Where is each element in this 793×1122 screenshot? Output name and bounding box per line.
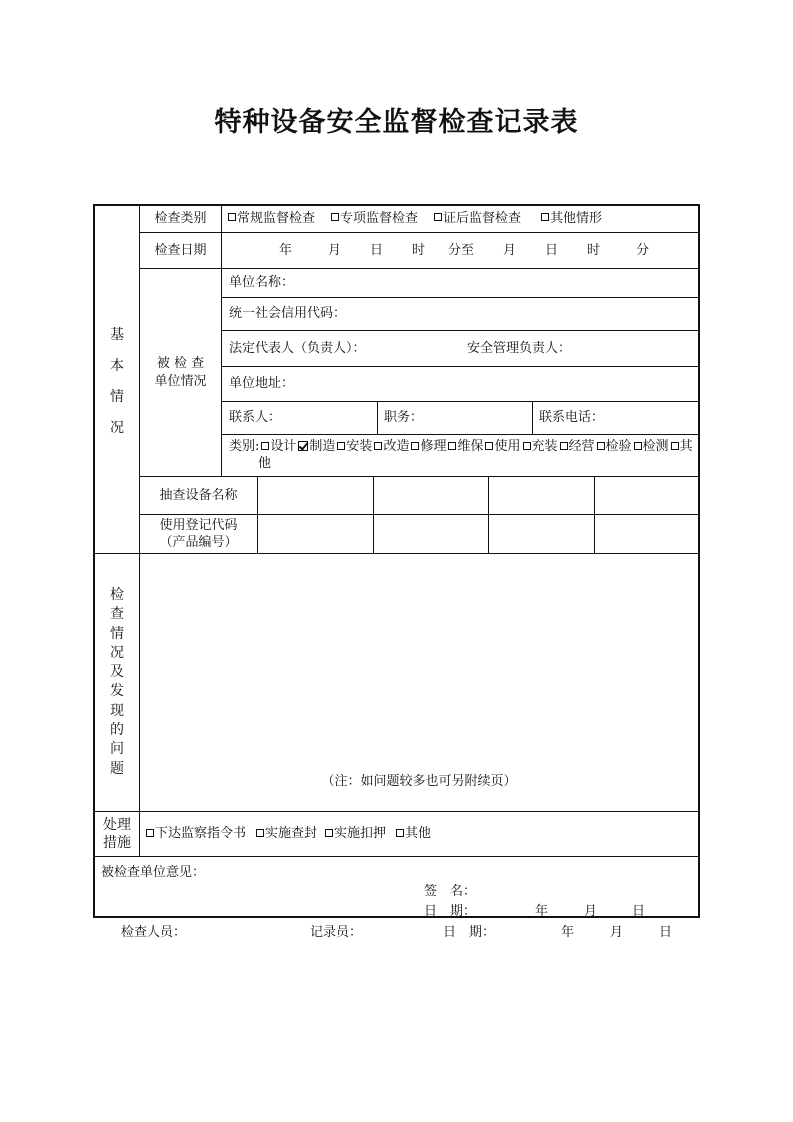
measures-label-line: 处理: [103, 817, 131, 833]
opinion-date-month: 月: [584, 904, 598, 919]
opinion-date-label: 日 期：: [424, 904, 477, 919]
table-border-bottom: [93, 916, 700, 918]
unit-info-label-line: 被 检 查: [156, 355, 205, 371]
checkbox-icon: [261, 442, 269, 450]
measure-order[interactable]: 下达监察指令书: [144, 826, 246, 842]
category-other[interactable]: 其: [669, 439, 693, 454]
footer-inspector-label: 检查人员：: [121, 925, 187, 940]
equipment-code-label: [140, 515, 257, 553]
measure-seal[interactable]: 实施查封: [254, 826, 317, 842]
position-label: 职务：: [384, 410, 424, 425]
footer-date-year: 年: [561, 925, 575, 940]
section-char: 的: [110, 722, 124, 739]
category-filling[interactable]: 充装: [521, 439, 558, 454]
address-field[interactable]: [229, 367, 694, 401]
category-use[interactable]: 使用: [483, 439, 520, 454]
unit-info-label-line: 单位情况: [154, 373, 207, 389]
measures-label-line: 措施: [103, 835, 131, 851]
category-install[interactable]: 安装: [335, 439, 372, 454]
section-char: 发: [110, 683, 124, 700]
date-unit-month: 月: [503, 242, 517, 258]
checkbox-icon: [228, 213, 236, 221]
opinion-sign-label: 签 名：: [424, 884, 477, 899]
address-label: 单位地址：: [229, 376, 295, 391]
measures-options: [144, 812, 696, 856]
credit-code-label: 统一社会信用代码：: [229, 306, 347, 321]
equipment-name-label: 抽查设备名称: [159, 487, 238, 503]
checkbox-icon: [485, 442, 493, 450]
footer-recorder-label: 记录员：: [310, 925, 363, 940]
checkbox-icon: [374, 442, 382, 450]
option-post-license[interactable]: 证后监督检查: [432, 211, 521, 227]
checkbox-icon: [560, 442, 568, 450]
safety-manager-label: 安全管理负责人：: [467, 340, 572, 356]
equipment-code-cell[interactable]: [374, 515, 488, 553]
date-unit-hour: 时: [587, 242, 601, 258]
phone-label: 联系电话：: [539, 410, 605, 425]
section-char: 基: [110, 327, 124, 343]
date-unit-minute-to: 分至: [448, 242, 475, 258]
category-sales[interactable]: 经营: [558, 439, 595, 454]
section-char: 况: [110, 644, 124, 661]
checkbox-icon: [325, 829, 333, 837]
equipment-name-cell[interactable]: [489, 477, 594, 514]
checkbox-icon: [597, 442, 605, 450]
category-design[interactable]: 设计: [259, 439, 296, 454]
category-modify[interactable]: 改造: [372, 439, 409, 454]
date-unit-year: 年: [279, 242, 293, 258]
opinion-label: 被检查单位意见：: [101, 865, 206, 880]
category-maintenance[interactable]: 维保: [446, 439, 483, 454]
section-char: 及: [110, 664, 124, 681]
date-unit-minute: 分: [636, 242, 650, 258]
checkbox-icon: [331, 213, 339, 221]
equipment-code-label-line: 使用登记代码: [159, 518, 238, 533]
date-unit-day: 日: [545, 242, 559, 258]
checkbox-icon: [396, 829, 404, 837]
checkbox-icon: [634, 442, 642, 450]
checkbox-icon: [434, 213, 442, 221]
checkbox-icon: [541, 213, 549, 221]
section-char: 现: [110, 702, 124, 719]
footer-date-label: 日 期：: [443, 925, 496, 940]
checkbox-icon: [256, 829, 264, 837]
date-unit-month: 月: [328, 242, 342, 258]
category-other-continued: 他: [258, 456, 272, 471]
category-field: [229, 438, 697, 472]
legal-rep-label: 法定代表人（负责人）：: [229, 340, 366, 356]
option-other[interactable]: 其他情形: [539, 211, 602, 227]
footer-date-month: 月: [610, 925, 624, 940]
unit-name-label: 单位名称：: [229, 275, 295, 290]
checkbox-checked-icon: [298, 441, 308, 451]
section-char: 查: [110, 606, 124, 623]
section-char: 本: [110, 358, 124, 374]
inspection-type-options: [226, 205, 696, 232]
date-unit-day: 日: [370, 242, 384, 258]
equipment-code-label-line: （产品编号）: [159, 535, 238, 550]
inspection-type-label: 检查类别: [154, 210, 207, 226]
divider-h: [221, 434, 699, 435]
divider-h: [93, 856, 700, 857]
checkbox-icon: [146, 829, 154, 837]
basic-section-label: [95, 320, 139, 444]
divider-v: [532, 401, 533, 434]
equipment-code-cell[interactable]: [258, 515, 373, 553]
section-char: 检: [110, 587, 124, 603]
date-unit-hour: 时: [412, 242, 426, 258]
section-char: 情: [110, 389, 124, 405]
measure-detain[interactable]: 实施扣押: [323, 826, 386, 842]
checkbox-icon: [411, 442, 419, 450]
opinion-date-year: 年: [535, 904, 549, 919]
option-routine[interactable]: 常规监督检查: [226, 211, 315, 227]
phone-field[interactable]: [539, 402, 694, 434]
checkbox-icon: [671, 442, 679, 450]
checkbox-icon: [448, 442, 456, 450]
unit-name-field[interactable]: [229, 269, 694, 297]
footer-date-day: 日: [659, 925, 673, 940]
category-testing[interactable]: 检测: [632, 439, 669, 454]
credit-code-field[interactable]: [229, 298, 694, 330]
findings-note: （注：如问题较多也可另附续页）: [321, 774, 517, 789]
category-label: 类别:: [229, 439, 260, 454]
category-repair[interactable]: 修理: [409, 439, 446, 454]
equipment-name-cell[interactable]: [595, 477, 698, 514]
equipment-code-cell[interactable]: [489, 515, 594, 553]
unit-info-label: [140, 269, 221, 476]
legal-rep-field[interactable]: [229, 331, 694, 366]
category-inspection[interactable]: 检验: [595, 439, 632, 454]
section-char: 问: [110, 741, 124, 758]
equipment-name-cell[interactable]: [374, 477, 488, 514]
measures-label: [95, 812, 139, 856]
contact-field[interactable]: [229, 402, 374, 434]
checkbox-icon: [337, 442, 345, 450]
equipment-code-cell[interactable]: [595, 515, 698, 553]
divider-v: [377, 401, 378, 434]
category-manufacture[interactable]: 制造: [296, 439, 335, 454]
section-char: 题: [110, 760, 124, 777]
checkbox-icon: [523, 442, 531, 450]
measure-other[interactable]: 其他: [394, 826, 431, 842]
inspection-date-field[interactable]: [222, 233, 698, 268]
findings-section-label: [95, 586, 139, 779]
contact-label: 联系人：: [229, 410, 282, 425]
option-special[interactable]: 专项监督检查: [329, 211, 418, 227]
page-title: 特种设备安全监督检查记录表: [214, 107, 579, 138]
section-char: 情: [110, 625, 124, 642]
inspection-date-label: 检查日期: [154, 242, 207, 258]
position-field[interactable]: [384, 402, 529, 434]
opinion-date-day: 日: [632, 904, 646, 919]
equipment-name-cell[interactable]: [258, 477, 373, 514]
section-char: 况: [110, 420, 124, 436]
